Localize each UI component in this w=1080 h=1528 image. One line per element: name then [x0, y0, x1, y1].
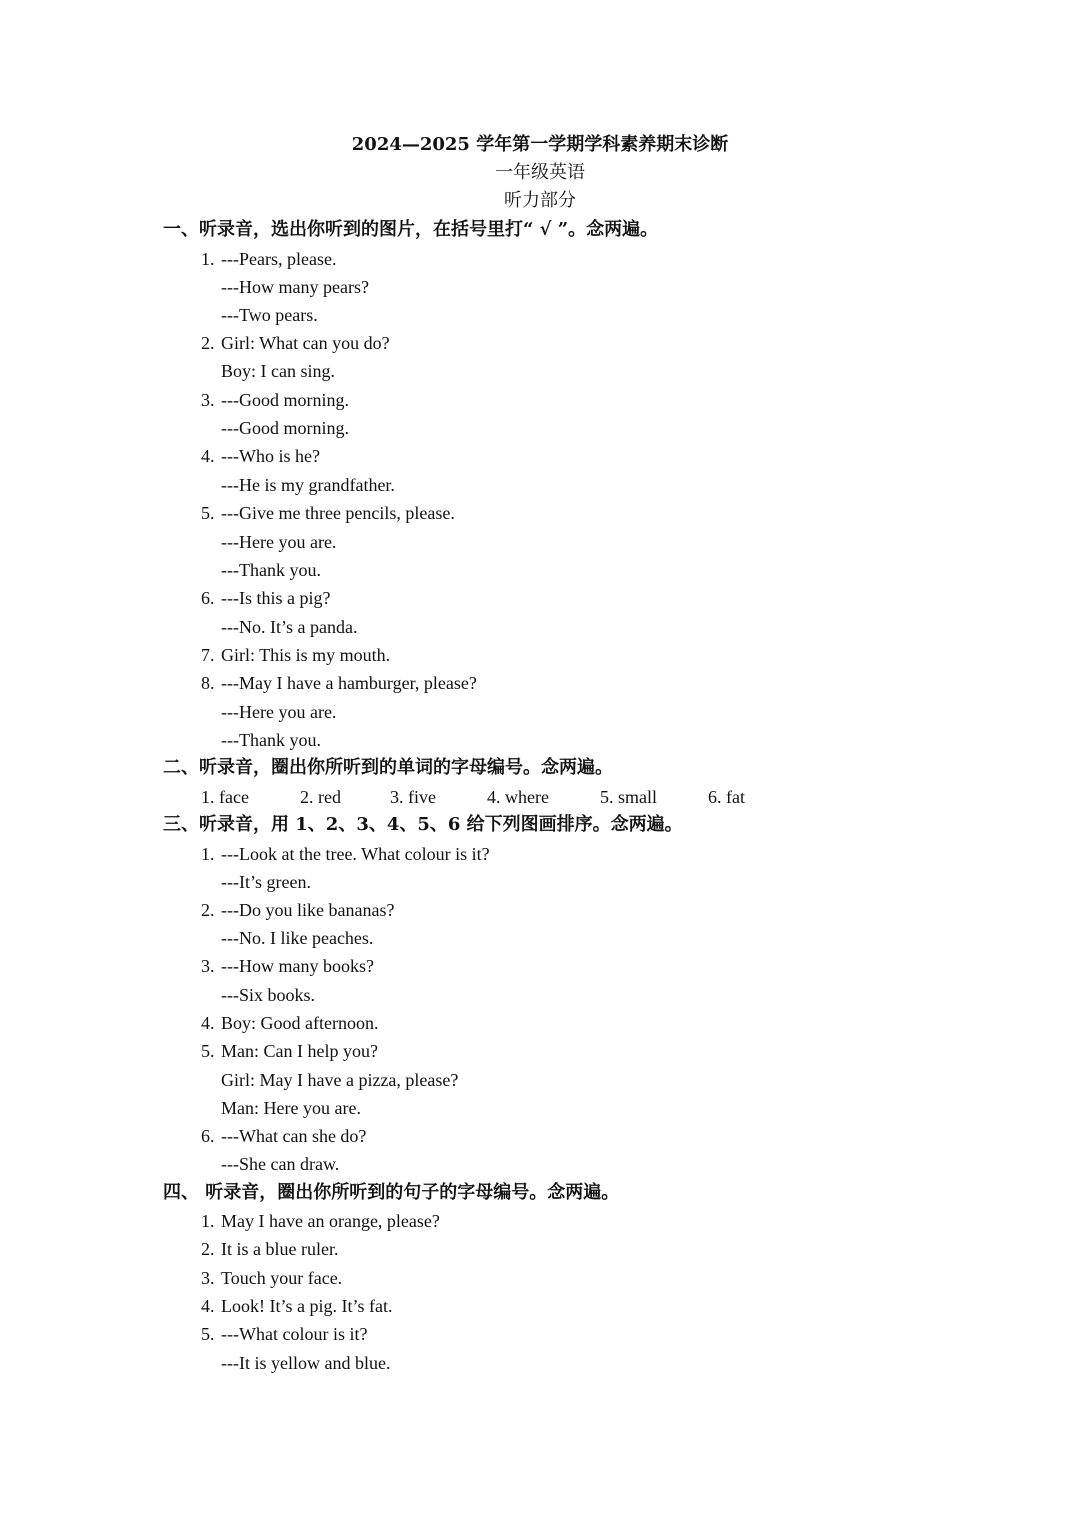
transcript-line: Girl: What can you do?	[221, 333, 390, 353]
transcript-line: ---No. It’s a panda.	[221, 617, 358, 637]
transcript-line: May I have an orange, please?	[221, 1211, 440, 1231]
transcript-line: ---Do you like bananas?	[221, 900, 395, 920]
item-number: 1.	[201, 249, 215, 269]
transcript-line: Man: Can I help you?	[221, 1041, 378, 1061]
transcript-line: It is a blue ruler.	[221, 1239, 339, 1259]
item-number: 3.	[201, 390, 215, 410]
transcript-line: ---It’s green.	[221, 872, 311, 892]
transcript-line: ---It is yellow and blue.	[221, 1353, 391, 1373]
word-item: 2. red	[300, 787, 341, 807]
transcript-line: ---Pears, please.	[221, 249, 337, 269]
section-3-heading: 三、听录音，用 1、2、3、4、5、6 给下列图画排序。念两遍。	[163, 814, 683, 835]
transcript-line: ---How many pears?	[221, 277, 369, 297]
section-1-heading: 一、听录音，选出你听到的图片，在括号里打“ √ ”。念两遍。	[163, 219, 659, 240]
item-number: 3.	[201, 956, 215, 976]
item-number: 5.	[201, 1324, 215, 1344]
word-item: 5. small	[600, 787, 657, 807]
transcript-line: ---Here you are.	[221, 532, 337, 552]
word-item: 3. five	[390, 787, 436, 807]
transcript-line: ---Who is he?	[221, 446, 320, 466]
item-number: 2.	[201, 1239, 215, 1259]
transcript-line: ---Look at the tree. What colour is it?	[221, 844, 490, 864]
transcript-line: ---He is my grandfather.	[221, 475, 395, 495]
transcript-line: ---Thank you.	[221, 730, 321, 750]
item-number: 3.	[201, 1268, 215, 1288]
transcript-line: ---Good morning.	[221, 418, 349, 438]
item-number: 4.	[201, 1296, 215, 1316]
item-number: 4.	[201, 446, 215, 466]
transcript-line: ---She can draw.	[221, 1154, 340, 1174]
word-item: 4. where	[487, 787, 549, 807]
transcript-line: ---Two pears.	[221, 305, 318, 325]
word-item: 1. face	[201, 787, 249, 807]
transcript-line: ---Here you are.	[221, 702, 337, 722]
item-number: 7.	[201, 645, 215, 665]
transcript-line: ---What can she do?	[221, 1126, 367, 1146]
item-number: 5.	[201, 503, 215, 523]
transcript-line: Boy: I can sing.	[221, 361, 335, 381]
transcript-line: ---Good morning.	[221, 390, 349, 410]
transcript-line: Boy: Good afternoon.	[221, 1013, 379, 1033]
transcript-line: ---Six books.	[221, 985, 315, 1005]
transcript-line: ---What colour is it?	[221, 1324, 368, 1344]
item-number: 8.	[201, 673, 215, 693]
exam-subtitle: 一年级英语	[495, 162, 585, 183]
transcript-line: ---May I have a hamburger, please?	[221, 673, 477, 693]
transcript-line: ---How many books?	[221, 956, 374, 976]
item-number: 2.	[201, 900, 215, 920]
section-4-heading: 四、 听录音，圈出你所听到的句子的字母编号。念两遍。	[163, 1182, 620, 1203]
transcript-line: Man: Here you are.	[221, 1098, 361, 1118]
part-title: 听力部分	[504, 190, 576, 211]
transcript-line: ---Thank you.	[221, 560, 321, 580]
transcript-line: Girl: This is my mouth.	[221, 645, 391, 665]
item-number: 1.	[201, 1211, 215, 1231]
exam-title: 2024—2025 学年第一学期学科素养期末诊断	[351, 134, 729, 155]
item-number: 4.	[201, 1013, 215, 1033]
transcript-line: ---Give me three pencils, please.	[221, 503, 455, 523]
transcript-line: ---No. I like peaches.	[221, 928, 374, 948]
item-number: 1.	[201, 844, 215, 864]
section-2-heading: 二、听录音，圈出你所听到的单词的字母编号。念两遍。	[163, 757, 613, 778]
word-item: 6. fat	[708, 787, 745, 807]
transcript-line: Girl: May I have a pizza, please?	[221, 1070, 459, 1090]
item-number: 2.	[201, 333, 215, 353]
transcript-line: Touch your face.	[221, 1268, 343, 1288]
transcript-line: ---Is this a pig?	[221, 588, 331, 608]
transcript-line: Look! It’s a pig. It’s fat.	[221, 1296, 393, 1316]
item-number: 5.	[201, 1041, 215, 1061]
item-number: 6.	[201, 588, 215, 608]
item-number: 6.	[201, 1126, 215, 1146]
